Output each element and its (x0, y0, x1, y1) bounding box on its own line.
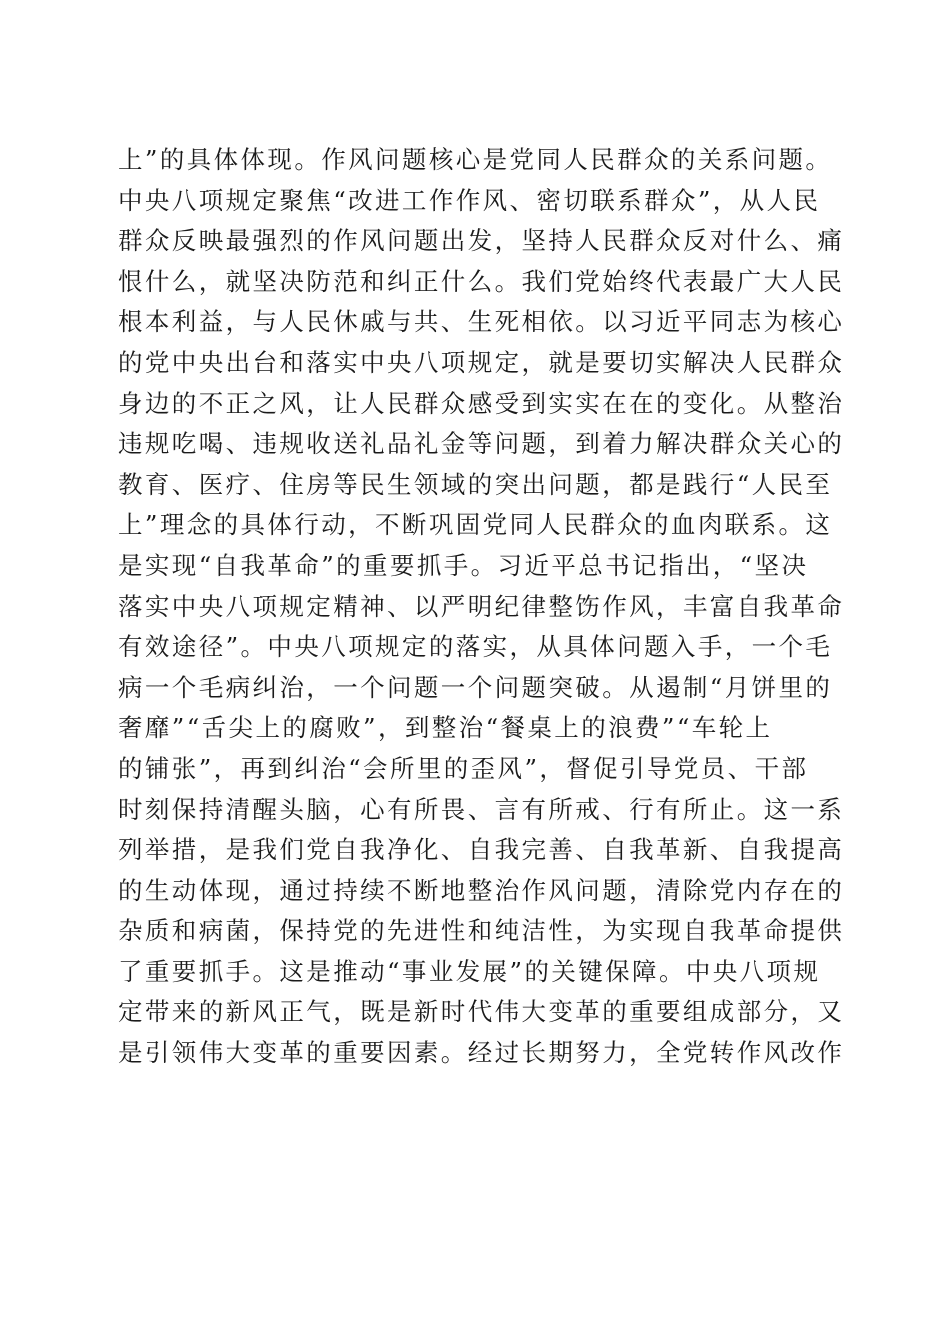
text-line: 教育、医疗、住房等民生领域的突出问题，都是践行“人民至 (118, 469, 833, 499)
text-line: 根本利益，与人民休戚与共、生死相依。以习近平同志为核心 (118, 307, 845, 337)
body-paragraph (118, 140, 845, 1074)
text-line: 病一个毛病纠治，一个问题一个问题突破。从遏制“月饼里的 (118, 672, 833, 702)
text-line: 是引领伟大变革的重要因素。经过长期努力，全党转作风改作 (118, 1038, 845, 1068)
text-line: 违规吃喝、违规收送礼品礼金等问题，到着力解决群众关心的 (118, 429, 845, 459)
text-line: 的党中央出台和落实中央八项规定，就是要切实解决人民群众 (118, 347, 845, 377)
text-line: 奢靡”“舌尖上的腐败”，到整治“餐桌上的浪费”“车轮上 (118, 713, 773, 743)
text-line: 中央八项规定聚焦“改进工作作风、密切联系群众”，从人民 (118, 185, 821, 215)
text-line: 了重要抓手。这是推动“事业发展”的关键保障。中央八项规 (118, 956, 821, 986)
text-line: 是实现“自我革命”的重要抓手。习近平总书记指出，“坚决 (118, 550, 809, 580)
text-line: 落实中央八项规定精神、以严明纪律整饬作风，丰富自我革命 (118, 591, 845, 621)
text-line: 上”的具体体现。作风问题核心是党同人民群众的关系问题。 (118, 145, 833, 174)
text-line: 有效途径”。中央八项规定的落实，从具体问题入手，一个毛 (118, 632, 833, 662)
text-line: 身边的不正之风，让人民群众感受到实实在在的变化。从整治 (118, 388, 845, 418)
text-line: 的铺张”，再到纠治“会所里的歪风”，督促引导党员、干部 (118, 753, 809, 783)
text-line: 杂质和病菌，保持党的先进性和纯洁性，为实现自我革命提供 (118, 916, 845, 946)
text-line: 时刻保持清醒头脑，心有所畏、言有所戒、行有所止。这一系 (118, 794, 845, 824)
text-line: 恨什么，就坚决防范和纠正什么。我们党始终代表最广大人民 (118, 266, 845, 296)
text-line: 群众反映最强烈的作风问题出发，坚持人民群众反对什么、痛 (118, 226, 845, 256)
text-line: 列举措，是我们党自我净化、自我完善、自我革新、自我提高 (118, 835, 845, 865)
text-line: 定带来的新风正气，既是新时代伟大变革的重要组成部分，又 (118, 997, 845, 1027)
text-line: 的生动体现，通过持续不断地整治作风问题，清除党内存在的 (118, 875, 845, 905)
text-line: 上”理念的具体行动，不断巩固党同人民群众的血肉联系。这 (118, 510, 833, 540)
